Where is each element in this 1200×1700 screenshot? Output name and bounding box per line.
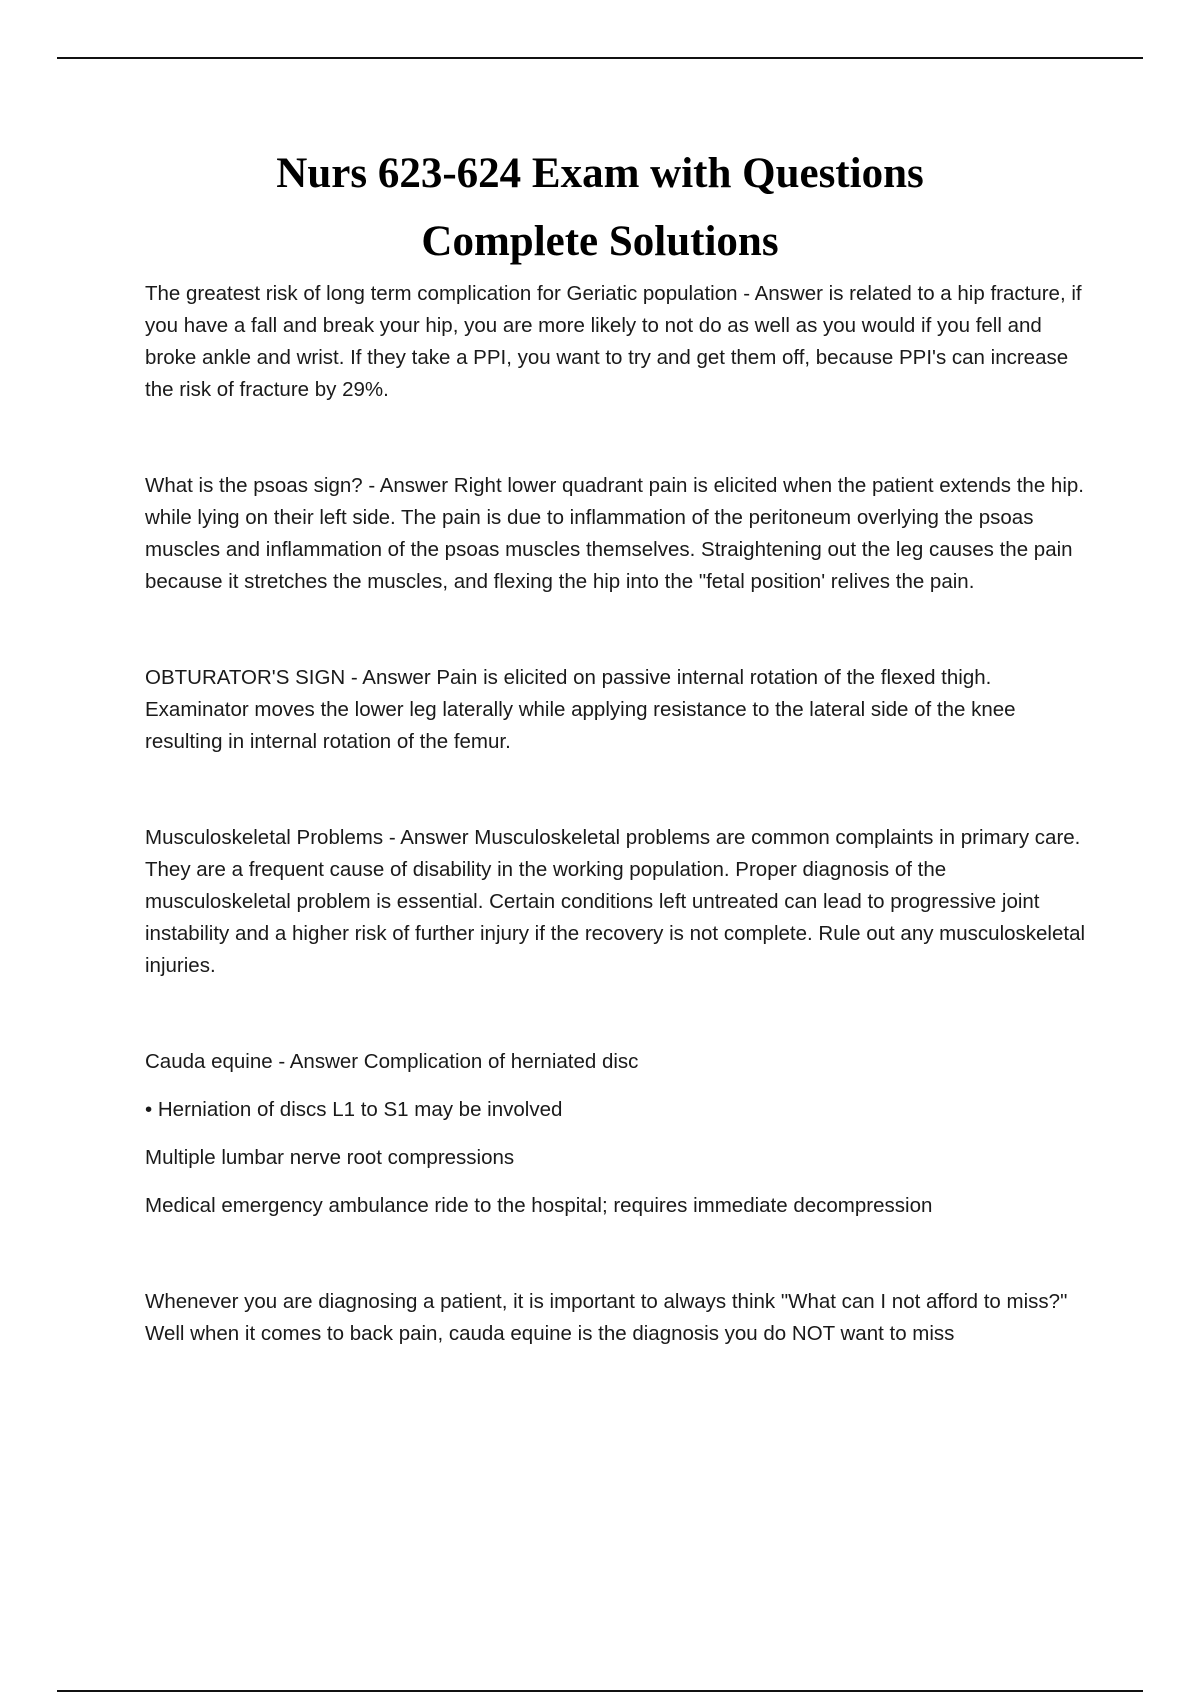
qa-entry-musculoskeletal-problems [145,822,1090,982]
qa-text: What is the psoas sign? - Answer Right lower quadrant pain is elicited when the patient extends the hip. while lying on their left side. The pain is due to inflammation of the peritoneum overlying the psoas muscles and inflammation of the psoas muscles themselves. Straightening out the leg causes the pain because it stretches the muscles, and flexing the hip into the "fetal position' relives the pain. [145,474,1084,593]
qa-entry-geriatric-risk [145,278,1090,406]
qa-entry-obturator-sign [145,662,1090,758]
qa-line: Cauda equine - Answer Complication of herniated disc [145,1050,639,1073]
page-title [0,140,1200,276]
qa-line: Medical emergency ambulance ride to the hospital; requires immediate decompression [145,1194,933,1217]
qa-entry-back-pain-diagnosis [145,1286,1090,1350]
qa-entry-psoas-sign [145,470,1090,598]
qa-text: OBTURATOR'S SIGN - Answer Pain is elicited on passive internal rotation of the flexed thigh. Examinator moves the lower leg laterally while applying resistance to the lateral side of the knee resulting in internal rotation of the femur. [145,666,1016,753]
qa-line: Multiple lumbar nerve root compressions [145,1146,515,1169]
bottom-divider [57,1690,1143,1692]
page-title-line-1: Nurs 623-624 Exam with Questions [276,150,924,197]
qa-entry-cauda-equine [145,1046,1090,1222]
document-body [145,278,1090,1414]
top-divider [57,57,1143,59]
page-title-line-2: Complete Solutions [421,218,779,265]
qa-text: Whenever you are diagnosing a patient, it is important to always think "What can I not afford to miss?" Well when it comes to back pain, cauda equine is the diagnosis you do NOT want to miss [145,1290,1068,1345]
qa-bullet-line: • Herniation of discs L1 to S1 may be involved [145,1098,563,1121]
qa-text: Musculoskeletal Problems - Answer Musculoskeletal problems are common complaints in primary care. They are a frequent cause of disability in the working population. Proper diagnosis of the musculoskeletal problem is essential. Certain conditions left untreated can lead to progressive joint instability and a higher risk of further injury if the recovery is not complete. Rule out any musculoskeletal injuries. [145,826,1086,977]
qa-text: The greatest risk of long term complication for Geriatic population - Answer is related to a hip fracture, if you have a fall and break your hip, you are more likely to not do as well as you would if you fell and broke ankle and wrist. If they take a PPI, you want to try and get them off, because PPI's can increase the risk of fracture by 29%. [145,282,1082,401]
